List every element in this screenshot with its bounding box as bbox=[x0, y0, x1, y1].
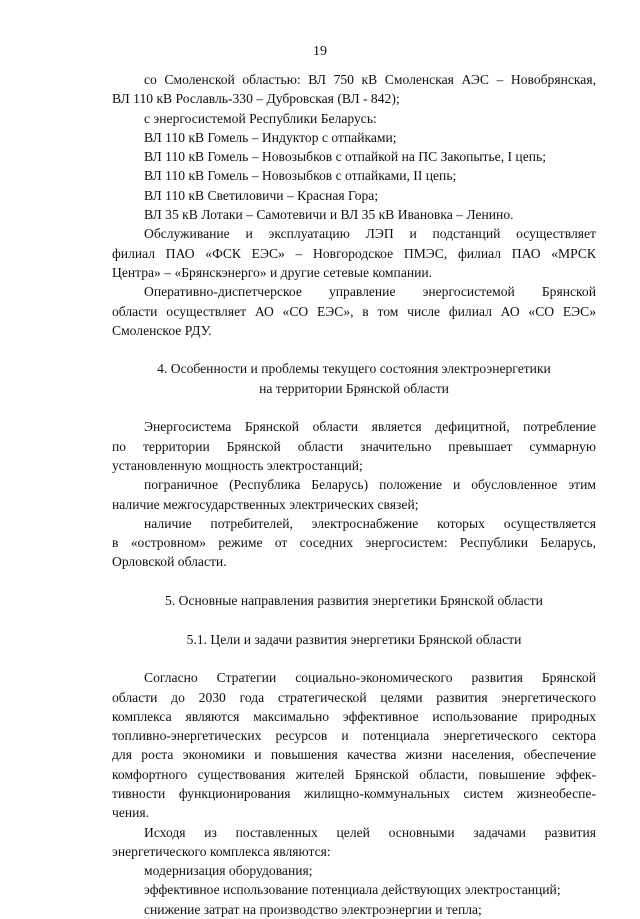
text-line: наличие потребителей, электроснабжение которых осуществляется bbox=[144, 515, 596, 531]
text-line: комфортного существования жителей Брянской области, повышение эффек- bbox=[112, 766, 596, 782]
paragraph-block-problems bbox=[112, 417, 596, 571]
text-line: пограничное (Республика Беларусь) положение и обусловленное этим bbox=[144, 477, 596, 493]
text-line: энергетического комплекса являются: bbox=[112, 843, 331, 859]
text-line: Энергосистема Брянской области является дефицитной, потребление bbox=[144, 419, 596, 435]
text-line: по территории Брянской области значительно превышает суммарную bbox=[112, 438, 596, 454]
text-line: Обслуживание и эксплуатацию ЛЭП и подстанций осуществляет bbox=[144, 226, 596, 242]
text-line: снижение затрат на производство электроэнергии и тепла; bbox=[144, 901, 482, 917]
paragraph-block-interconnections bbox=[112, 70, 596, 340]
text-line: ВЛ 110 кВ Гомель – Индуктор с отпайками; bbox=[144, 129, 397, 145]
page-content bbox=[112, 70, 596, 919]
text-line: со Смоленской областью: ВЛ 750 кВ Смоленская АЭС – Новобрянская, bbox=[144, 72, 596, 87]
text-line: тивности функционирования жилищно-коммунальных систем жизнеобеспе- bbox=[112, 785, 596, 801]
text-line: Оперативно-диспетчерское управление энергосистемой Брянской bbox=[144, 284, 596, 300]
text-line: ВЛ 110 кВ Гомель – Новозыбков с отпайками, II цепь; bbox=[144, 168, 457, 184]
text-line: модернизация оборудования; bbox=[144, 863, 313, 879]
section-4-heading-line-1: 4. Особенности и проблемы текущего состояния электроэнергетики bbox=[157, 361, 551, 377]
text-line: ВЛ 110 кВ Светиловичи – Красная Гора; bbox=[144, 187, 379, 203]
text-line: Согласно Стратегии социально-экономического развития Брянской bbox=[144, 670, 596, 686]
text-line: в «островном» режиме от соседних энергосистем: Республики Беларусь, bbox=[112, 535, 596, 551]
text-line: комплекса являются максимально эффективное использование природных bbox=[112, 708, 596, 724]
text-line: для роста экономики и повышения качества жизни населения, обеспечение bbox=[112, 747, 596, 763]
text-line: Смоленское РДУ. bbox=[112, 322, 212, 338]
section-5-heading: 5. Основные направления развития энергетики Брянской области bbox=[165, 593, 543, 609]
text-line: наличие межгосударственных электрических связей; bbox=[112, 496, 419, 512]
text-line: области осуществляет АО «СО ЕЭС», в том числе филиал АО «СО ЕЭС» bbox=[112, 303, 596, 319]
paragraph-block-goals bbox=[112, 668, 596, 919]
page-number: 19 bbox=[313, 44, 327, 59]
text-line: ВЛ 35 кВ Лотаки – Самотевичи и ВЛ 35 кВ Ивановка – Ленино. bbox=[144, 207, 514, 223]
text-line: топливно-энергетических ресурсов и потенциала энергетического сектора bbox=[112, 728, 596, 744]
text-line: эффективное использование потенциала действующих электростанций; bbox=[144, 882, 561, 898]
text-line: ВЛ 110 кВ Гомель – Новозыбков с отпайкой на ПС Закопытье, I цепь; bbox=[144, 149, 546, 165]
text-line: с энергосистемой Республики Беларусь: bbox=[144, 110, 377, 126]
section-5-1-heading: 5.1. Цели и задачи развития энергетики Брянской области bbox=[186, 631, 522, 647]
text-line: филиал ПАО «ФСК ЕЭС» – Новгородское ПМЭС, филиал ПАО «МРСК bbox=[112, 245, 596, 261]
text-line: Орловской области. bbox=[112, 554, 227, 570]
text-line: установленную мощность электростанций; bbox=[112, 457, 363, 473]
section-4-heading-line-2: на территории Брянской области bbox=[259, 380, 449, 396]
text-line: Исходя из поставленных целей основными задачами развития bbox=[144, 824, 596, 840]
text-line: ВЛ 110 кВ Рославль-330 – Дубровская (ВЛ - 842); bbox=[112, 91, 400, 107]
text-line: чения. bbox=[112, 805, 150, 821]
text-line: Центра» – «Брянскэнерго» и другие сетевые компании. bbox=[112, 264, 433, 280]
text-line: области до 2030 года стратегической целями развития энергетического bbox=[112, 689, 596, 705]
